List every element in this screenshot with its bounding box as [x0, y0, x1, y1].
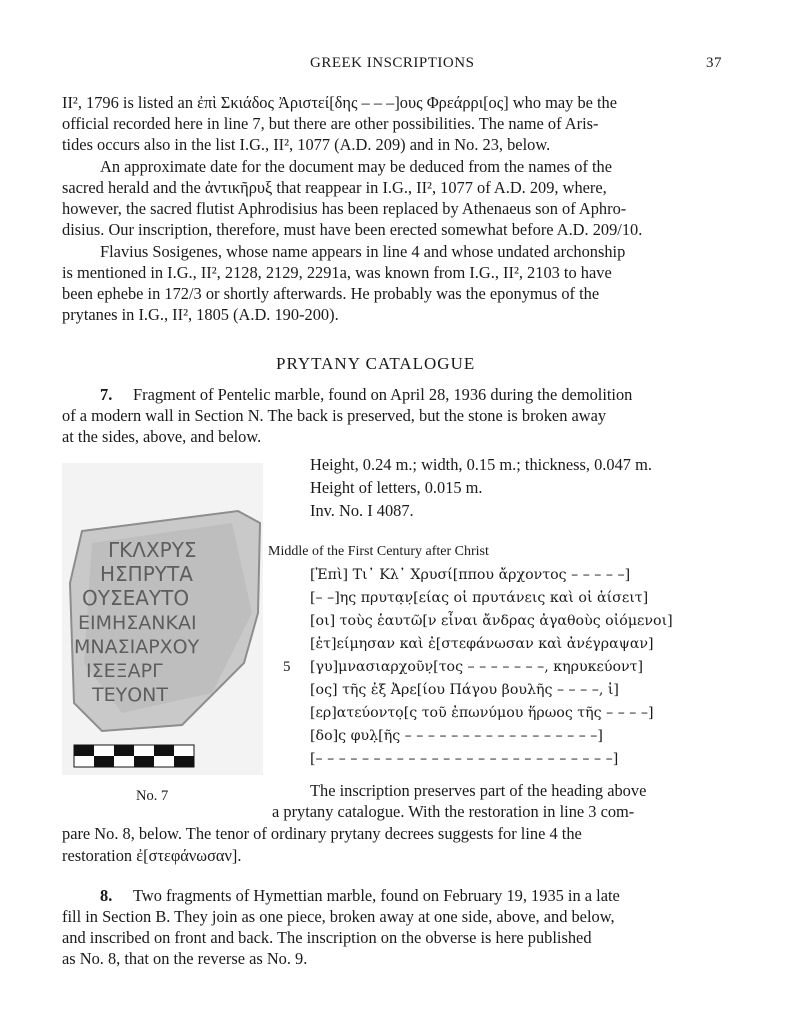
entry-7-line-2: of a modern wall in Section N. The back is preserved, but the stone is broken away [62, 406, 607, 425]
intro-line-3: tides occurs also in the list I.G., II², 1077 (A.D. 209) and in No. 23, below. [62, 135, 551, 154]
entry-8-number: 8. [100, 886, 113, 905]
inscription-line-8: [δο]ς φυλ̣[ῆς – – – – – – – – – – – – – – – – –] [310, 728, 603, 744]
inscription-line-3: [οι] τοὺς ἑαυτῶ[ν εἶναι ἄνδρας ἀγαθοὺς οἰόμενοι] [310, 613, 673, 629]
marble-fragment-image [62, 463, 263, 775]
sosigenes-line-4: prytanes in I.G., II², 1805 (A.D. 190-200). [62, 305, 339, 324]
sosigenes-line-2: is mentioned in I.G., II², 2128, 2129, 2291a, was known from I.G., II², 2103 to have [62, 263, 612, 282]
intro-line-2: official recorded here in line 7, but there are other possibilities. The name of Aris- [62, 114, 599, 133]
sosigenes-line-1: Flavius Sosigenes, whose name appears in line 4 and whose undated archonship [100, 242, 626, 261]
photo-letters-2: ΗΣΠΡΥΤΑ [100, 562, 193, 586]
dimensions: Height, 0.24 m.; width, 0.15 m.; thickness, 0.047 m. [310, 455, 652, 474]
commentary-line-1: The inscription preserves part of the heading above [310, 781, 647, 800]
inscription-line-1: [Ἐπὶ] Τι᾽ Κλ᾽ Χρυσί[ππου ἄρχοντος – – – – –] [310, 567, 631, 583]
entry-8-line-3: and inscribed on front and back. The inscription on the obverse is here published [62, 928, 592, 947]
commentary-line-4: restoration ἐ[στεφάνωσαν]. [62, 846, 242, 865]
scale-bar [74, 745, 194, 767]
date-paragraph-line-3: however, the sacred flutist Aphrodisius has been replaced by Athenaeus son of Aphro- [62, 199, 627, 218]
inscription-line-5: [γυ]μνασιαρχοῦν̣[τος – – – – – – –, κηρυκεύοντ] [310, 659, 643, 675]
entry-8-line-2: fill in Section B. They join as one piece, broken away at one side, above, and below, [62, 907, 615, 926]
running-title: GREEK INSCRIPTIONS [310, 55, 475, 71]
inscription-line-4: [ἐτ]είμησαν καὶ ἐ[στεφάνωσαν καὶ ἀνέγραψαν] [310, 636, 654, 652]
fragment-photo [62, 463, 263, 775]
photo-letters-1: ΓΚΛΧΡΥΣ [108, 538, 197, 562]
photo-letters-4: ΕΙΜΗΣΑΝΚΑΙ [78, 612, 197, 634]
letter-height: Height of letters, 0.015 m. [310, 478, 483, 497]
sosigenes-line-3: been ephebe in 172/3 or shortly afterwards. He probably was the eponymus of the [62, 284, 600, 303]
inscription-line-7: [ερ]ατεύοντο̣[ς τοῦ ἐπωνύμου ἥρωος τῆς – – – –] [310, 705, 654, 721]
photo-letters-7: ΤΕΥΟΝΤ [92, 684, 168, 706]
photo-letters-6: ΙΣΕΞΑΡΓ [86, 660, 163, 682]
date-paragraph-line-4: disius. Our inscription, therefore, must have been erected somewhat before A.D. 209/10. [62, 220, 643, 239]
date-paragraph-line-1: An approximate date for the document may be deduced from the names of the [100, 157, 613, 176]
entry-7-line-1: Fragment of Pentelic marble, found on April 28, 1936 during the demolition [133, 385, 633, 404]
section-title: PRYTANY CATALOGUE [276, 354, 476, 373]
photo-caption: No. 7 [136, 788, 169, 804]
inventory-number: Inv. No. I 4087. [310, 501, 414, 520]
commentary-line-2: a prytany catalogue. With the restoration in line 3 com- [272, 802, 635, 821]
commentary-line-3: pare No. 8, below. The tenor of ordinary prytany decrees suggests for line 4 the [62, 824, 582, 843]
entry-8-line-1: Two fragments of Hymettian marble, found on February 19, 1935 in a late [133, 886, 620, 905]
inscription-line-9: [– – – – – – – – – – – – – – – – – – – – – – – – – –] [310, 751, 619, 767]
entry-7-line-3: at the sides, above, and below. [62, 427, 262, 446]
page-number: 37 [706, 55, 722, 71]
date-heading: Middle of the First Century after Christ [268, 544, 489, 559]
entry-7-number: 7. [100, 385, 113, 404]
inscription-line-2: [– –]ης πρυτα̣ν̣[είας οἱ πρυτάνεις καὶ οἱ ἀίσειτ] [310, 590, 649, 606]
photo-letters-5: ΜΝΑΣΙΑΡΧΟΥ [74, 636, 200, 658]
entry-8-line-4: as No. 8, that on the reverse as No. 9. [62, 949, 308, 968]
intro-line-1: II², 1796 is listed an ἐπὶ Σκιάδος Ἀριστεί[δης – – –]ους Φρεάρρι[ος] who may be the [62, 93, 618, 112]
line-number-5: 5 [283, 659, 291, 675]
date-paragraph-line-2: sacred herald and the ἀντικῆρυξ that reappear in I.G., II², 1077 of A.D. 209, where, [62, 178, 607, 197]
inscription-line-6: [ος] τῆς ἐξ Ἀρε[ίου Πάγου βουλῆς – – – –, ἱ] [310, 682, 619, 698]
photo-letters-3: ΟΥΣΕΑΥΤΟ [82, 586, 190, 610]
